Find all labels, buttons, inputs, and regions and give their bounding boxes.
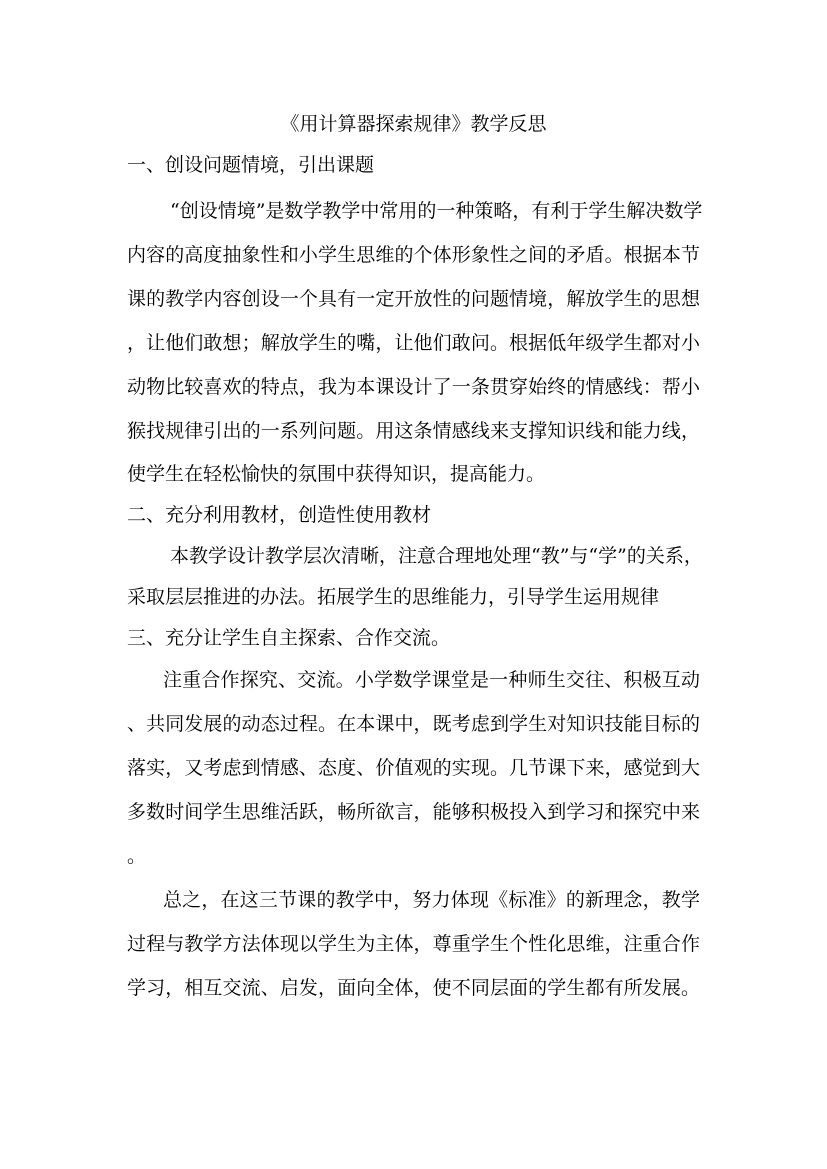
paragraph-line: 内容的高度抽象性和小学生思维的个体形象性之间的矛盾。根据本节 — [127, 244, 700, 266]
paragraph-line: 。 — [127, 845, 147, 867]
paragraph-line: 多数时间学生思维活跃，畅所欲言，能够积极投入到学习和探究中来 — [127, 801, 700, 823]
paragraph-line: ，让他们敢想；解放学生的嘴，让他们敢问。根据低年级学生都对小 — [127, 332, 700, 354]
paragraph-line: 、共同发展的动态过程。在本课中，既考虑到学生对知识技能目标的 — [127, 713, 700, 735]
conclusion-line: 学习，相互交流、启发，面向全体，使不同层面的学生都有所发展。 — [127, 977, 700, 999]
section-heading-1: 一、创设问题情境，引出课题 — [127, 154, 375, 176]
paragraph-line: 落实，又考虑到情感、态度、价值观的实现。几节课下来，感觉到大 — [127, 757, 700, 779]
paragraph-line: “创设情境”是数学教学中常用的一种策略，有利于学生解决数学 — [170, 200, 703, 222]
paragraph-line: 猴找规律引出的一系列问题。用这条情感线来支撑知识线和能力线， — [127, 420, 700, 442]
paragraph-line: 使学生在轻松愉快的氛围中获得知识，提高能力。 — [127, 463, 546, 485]
conclusion-line: 过程与教学方法体现以学生为主体，尊重学生个性化思维，注重合作 — [127, 933, 700, 955]
paragraph-line: 注重合作探究、交流。小学数学课堂是一种师生交往、积极互动 — [163, 669, 700, 691]
section-heading-3: 三、充分让学生自主探索、合作交流。 — [127, 627, 451, 649]
paragraph-line: 课的教学内容创设一个具有一定开放性的问题情境，解放学生的思想 — [127, 288, 700, 310]
document-title: 《用计算器探索规律》教学反思 — [280, 113, 547, 135]
paragraph-line: 动物比较喜欢的特点，我为本课设计了一条贯穿始终的情感线：帮小 — [127, 376, 700, 398]
paragraph-line: 本教学设计教学层次清晰，注意合理地处理“教”与“学”的关系， — [170, 545, 703, 567]
conclusion-line: 总之，在这三节课的教学中，努力体现《标准》的新理念，教学 — [163, 889, 700, 911]
paragraph-line: 采取层层推进的办法。拓展学生的思维能力，引导学生运用规律 — [127, 586, 660, 608]
section-heading-2: 二、充分利用教材，创造性使用教材 — [127, 504, 432, 526]
